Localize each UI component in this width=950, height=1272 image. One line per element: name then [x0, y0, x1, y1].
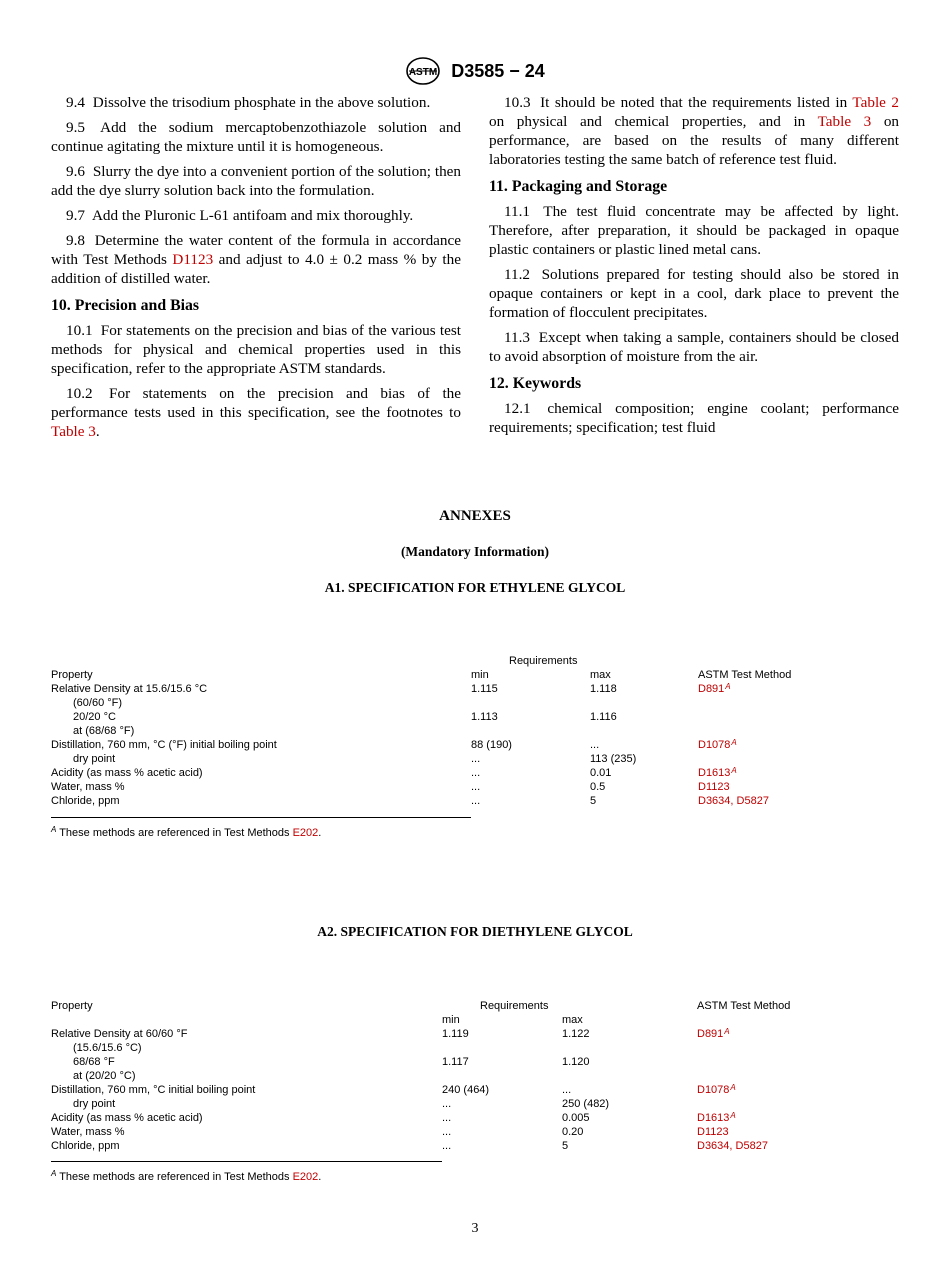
property-cell: Acidity (as mass % acetic acid) [51, 767, 203, 779]
table-row [51, 766, 871, 780]
min-cell: 1.119 [442, 1028, 469, 1040]
table-row [51, 1125, 871, 1139]
property-cell: 20/20 °C [73, 711, 116, 723]
table-a2-subheader [51, 1013, 871, 1027]
max-cell: 0.005 [562, 1112, 590, 1124]
max-cell: 5 [562, 1140, 569, 1152]
min-header: min [471, 669, 489, 681]
max-header: max [590, 669, 611, 681]
para-10-2: 10.2 For statements on the precision and bias of the performance tests used in this specification, see the footnotes to Table 3. [51, 385, 462, 440]
astm-logo-icon [405, 56, 441, 86]
annexes-subtitle: (Mandatory Information) [400, 544, 550, 559]
min-cell: ... [471, 795, 481, 807]
table-a1-body [51, 682, 871, 808]
table-a1-header-top [51, 654, 871, 668]
para-11-3: 11.3 Except when taking a sample, containers should be closed to avoid absorption of moisture from the air. [489, 329, 900, 365]
property-header: Property [51, 1000, 93, 1012]
table-a2-rule [51, 1161, 442, 1162]
method-link[interactable]: D1123 [698, 781, 730, 793]
link-e202[interactable]: E202 [292, 1171, 319, 1183]
max-cell: 1.118 [590, 683, 617, 695]
max-cell: 113 (235) [590, 753, 637, 765]
min-cell: 1.117 [442, 1056, 469, 1068]
footnote-mark: A [724, 1027, 730, 1036]
requirements-header: Requirements [509, 655, 578, 667]
property-cell: Chloride, ppm [51, 795, 120, 807]
min-cell: ... [442, 1126, 452, 1138]
table-a1-header [51, 668, 871, 682]
min-cell: 240 (464) [442, 1084, 490, 1096]
property-cell: Relative Density at 15.6/15.6 °C [51, 683, 208, 695]
table-row [51, 794, 871, 808]
right-column [489, 93, 899, 443]
table-a1-rule [51, 817, 471, 818]
para-10-1: 10.1 For statements on the precision and bias of the various test methods for physical and chemical properties used in this specification, refer to the appropriate ASTM standards. [51, 322, 461, 377]
max-cell: 0.01 [590, 767, 612, 779]
footnote-mark: A [731, 738, 737, 747]
property-cell: Acidity (as mass % acetic acid) [51, 1112, 203, 1124]
property-cell: dry point [73, 1098, 116, 1110]
table-a1 [51, 654, 871, 808]
property-cell: 68/68 °F [73, 1056, 115, 1068]
link-table-3[interactable]: Table 3 [51, 423, 96, 440]
min-cell: ... [442, 1112, 452, 1124]
left-column [51, 93, 461, 447]
property-cell: at (20/20 °C) [73, 1070, 136, 1082]
para-9-7: 9.7 Add the Pluronic L-61 antifoam and mix thoroughly. [66, 207, 414, 224]
method-link[interactable]: D3634, D5827 [697, 1140, 768, 1152]
method-link[interactable]: D1123 [697, 1126, 729, 1138]
method-link[interactable]: D3634, D5827 [698, 795, 769, 807]
min-cell: 1.115 [471, 683, 498, 695]
table-row [51, 1055, 871, 1069]
method-link[interactable]: D1613 [697, 1112, 730, 1124]
para-12-1: 12.1 chemical composition; engine coolant; performance requirements; specification; test fluid [489, 400, 900, 436]
link-d1123[interactable]: D1123 [172, 251, 214, 268]
min-cell: ... [442, 1140, 452, 1152]
section-heading-12: 12. Keywords [489, 375, 582, 392]
para-9-8: 9.8 Determine the water content of the formula in accordance with Test Methods D1123 and adjust to 4.0 ± 0.2 mass % by the addition of distilled water. [51, 232, 461, 287]
table-row [51, 1027, 871, 1041]
table-a1-footnote: $^A$ These methods are referenced in Test Methods E202. [51, 825, 322, 839]
annexes-title: ANNEXES [439, 508, 511, 524]
table-row [51, 1041, 871, 1055]
footnote-mark: A [725, 682, 731, 691]
property-cell: Water, mass % [51, 1126, 125, 1138]
min-cell: ... [471, 781, 481, 793]
min-cell: 1.113 [471, 711, 498, 723]
method-header: ASTM Test Method [698, 669, 792, 681]
para-10-3: 10.3 It should be noted that the requirements listed in Table 2 on physical and chemical properties, and in Table 3 on performance, are based on the results of many different laboratories testing the same batch of reference test fluid. [489, 94, 900, 168]
table-a2-body [51, 1027, 871, 1153]
method-link[interactable]: D891 [697, 1028, 724, 1040]
page-number: 3 [471, 1221, 479, 1236]
table-row [51, 1069, 871, 1083]
table-row [51, 1111, 871, 1125]
footnote-mark: A [730, 1083, 736, 1092]
method-link[interactable]: D1613 [698, 767, 731, 779]
table-a2 [51, 999, 871, 1153]
min-cell: ... [471, 753, 481, 765]
property-cell: Chloride, ppm [51, 1140, 120, 1152]
table-row [51, 696, 871, 710]
table-row [51, 724, 871, 738]
para-9-4: 9.4 Dissolve the trisodium phosphate in the above solution. [66, 94, 431, 111]
property-cell: (60/60 °F) [73, 697, 123, 709]
para-9-6: 9.6 Slurry the dye into a convenient portion of the solution; then add the dye slurry solution back into the formulation. [51, 163, 462, 199]
method-header: ASTM Test Method [697, 1000, 791, 1012]
max-cell: 0.20 [562, 1126, 584, 1138]
max-cell: 1.116 [590, 711, 617, 723]
link-e202[interactable]: E202 [292, 827, 319, 839]
svg-text:ASTM: ASTM [409, 67, 438, 78]
table-row [51, 780, 871, 794]
link-table-3[interactable]: Table 3 [817, 113, 872, 130]
min-cell: 88 (190) [471, 739, 512, 751]
max-cell: 0.5 [590, 781, 606, 793]
method-link[interactable]: D1078 [697, 1084, 730, 1096]
table-row [51, 1139, 871, 1153]
max-cell: 1.122 [562, 1028, 590, 1040]
property-cell: Relative Density at 60/60 °F [51, 1028, 188, 1040]
page-header [0, 56, 950, 86]
section-heading-11: 11. Packaging and Storage [489, 178, 668, 195]
min-cell: ... [442, 1098, 452, 1110]
para-11-2: 11.2 Solutions prepared for testing should also be stored in opaque containers or kept in a cool, dark place to prevent the formation of flocculent precipitates. [489, 266, 900, 321]
table-row [51, 738, 871, 752]
max-cell: ... [590, 739, 600, 751]
method-link[interactable]: D1078 [698, 739, 731, 751]
table-a2-header [51, 999, 871, 1013]
property-cell: dry point [73, 753, 116, 765]
table-row [51, 1097, 871, 1111]
min-cell: ... [471, 767, 481, 779]
table-row [51, 682, 871, 696]
para-11-1: 11.1 The test fluid concentrate may be affected by light. Therefore, after preparation, it should be packaged in opaque plastic containers or plastic lined metal cans. [489, 203, 899, 258]
para-9-5: 9.5 Add the sodium mercaptobenzothiazole solution and continue agitating the mixture until it is homogeneous. [51, 119, 462, 155]
max-header: max [562, 1014, 583, 1026]
footnote-mark: A [731, 766, 737, 775]
property-header: Property [51, 669, 93, 681]
designation: D3585 − 24 [451, 60, 545, 81]
section-heading-10: 10. Precision and Bias [51, 297, 200, 314]
footnote-mark: A [730, 1111, 736, 1120]
annex-a1-title: A1. SPECIFICATION FOR ETHYLENE GLYCOL [324, 580, 626, 595]
requirements-header: Requirements [480, 1000, 549, 1012]
max-cell: ... [562, 1084, 572, 1096]
property-cell: at (68/68 °F) [73, 725, 135, 737]
table-a2-footnote: $^A$ These methods are referenced in Test Methods E202. [51, 1169, 322, 1183]
property-cell: (15.6/15.6 °C) [73, 1042, 142, 1054]
property-cell: Distillation, 760 mm, °C initial boiling point [51, 1084, 256, 1096]
max-cell: 250 (482) [562, 1098, 610, 1110]
table-row [51, 710, 871, 724]
max-cell: 5 [590, 795, 597, 807]
max-cell: 1.120 [562, 1056, 590, 1068]
table-row [51, 1083, 871, 1097]
table-row [51, 752, 871, 766]
annex-a2-title: A2. SPECIFICATION FOR DIETHYLENE GLYCOL [317, 924, 633, 939]
min-header: min [442, 1014, 460, 1026]
link-table-2[interactable]: Table 2 [852, 94, 900, 111]
property-cell: Water, mass % [51, 781, 125, 793]
method-link[interactable]: D891 [698, 683, 725, 695]
property-cell: Distillation, 760 mm, °C (°F) initial boiling point [51, 739, 277, 751]
